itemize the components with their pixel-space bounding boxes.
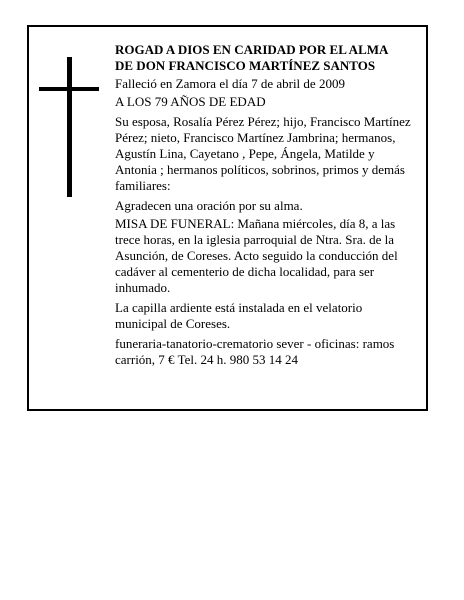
notice-heading [115, 42, 415, 74]
chapel-paragraph: La capilla ardiente está instalada en el velatorio municipal de Coreses. [115, 300, 363, 331]
cross-horizontal-bar [39, 87, 99, 91]
cross-vertical-bar [67, 57, 72, 197]
heading-line-1: ROGAD A DIOS EN CARIDAD POR EL ALMA [115, 42, 389, 57]
prayer-line: Agradecen una oración por su alma. [115, 198, 303, 213]
family-paragraph: Su esposa, Rosalía Pérez Pérez; hijo, Francisco Martínez Pérez; nieto, Francisco Martínez Jambrina; hermanos, Agustín Lina, Cayetano , Pepe, Ángela, Matilde y Antonia ; hermanos políticos, sobrinos, primos y demás familiares: [115, 114, 411, 193]
death-info: Falleció en Zamora el día 7 de abril de 2009 [115, 76, 345, 91]
notice-text [115, 42, 415, 372]
funeral-home-paragraph: funeraria-tanatorio-crematorio sever - oficinas: ramos carrión, 7 € Tel. 24 h. 980 53 14 24 [115, 336, 395, 367]
cross-icon [39, 57, 99, 197]
heading-line-2: DE DON FRANCISCO MARTÍNEZ SANTOS [115, 58, 376, 73]
funeral-paragraph: MISA DE FUNERAL: Mañana miércoles, día 8, a las trece horas, en la iglesia parroquial de Ntra. Sra. de la Asunción, de Coreses. Acto seguido la conducción del cadáver al cementerio de dicha localidad, para ser inhumado. [115, 216, 398, 295]
obituary-notice [27, 25, 428, 411]
age-line: A LOS 79 AÑOS DE EDAD [115, 94, 266, 109]
